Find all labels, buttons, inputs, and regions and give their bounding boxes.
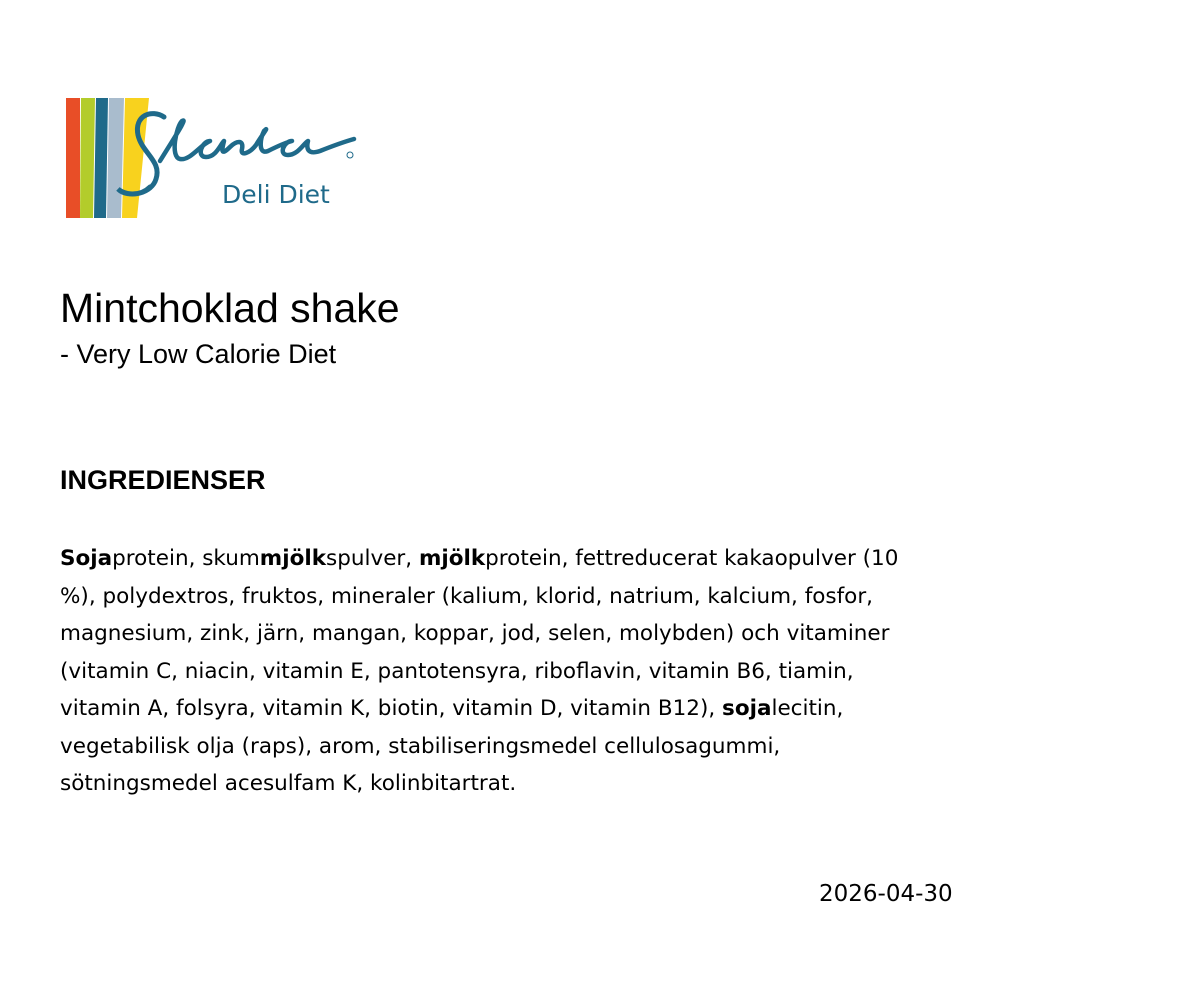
ingredient-fragment: lecitin, (771, 696, 844, 721)
ingredient-fragment: protein, fettreducerat kakaopulver (10 (485, 546, 899, 571)
ingredients-text (60, 540, 1040, 803)
ingredients-line-7: sötningsmedel acesulfam K, kolinbitartrat. (60, 771, 517, 796)
allergen-mjolk: mjölk (418, 546, 486, 571)
logo-stripe-grey (107, 98, 124, 218)
ingredients-line-6: vegetabilisk olja (raps), arom, stabiliseringsmedel cellulosagummi, (60, 733, 781, 759)
ingredient-fragment: protein, skum (112, 546, 260, 571)
ingredients-line-5 (60, 690, 1040, 728)
product-title: Mintchoklad shake (60, 285, 400, 331)
ingredient-fragment: spulver, (326, 546, 419, 571)
allergen-mjolk: mjölk (259, 546, 327, 571)
ingredients-heading: INGREDIENSER (60, 465, 266, 495)
logo-stripe-green (80, 98, 95, 218)
logo-script-lanka (160, 120, 354, 161)
product-subtitle: - Very Low Calorie Diet (60, 339, 337, 369)
ingredients-line-1 (60, 540, 1040, 578)
logo-stripe-teal (94, 98, 108, 218)
ingredients-line-3: magnesium, zink, järn, mangan, koppar, jod, selen, molybden) och vitaminer (60, 621, 890, 646)
logo-stripe-orange (66, 98, 80, 218)
registered-mark-icon (347, 152, 353, 158)
ingredient-fragment: vitamin A, folsyra, vitamin K, biotin, vitamin D, vitamin B12), (60, 696, 723, 721)
allergen-soja: soja (722, 696, 772, 721)
ingredients-line-4: (vitamin C, niacin, vitamin E, pantotensyra, riboflavin, vitamin B6, tiamin, (60, 658, 854, 684)
slanka-logo (64, 95, 364, 221)
ingredients-line-2: %), polydextros, fruktos, mineraler (kalium, klorid, natrium, kalcium, fosfor, (60, 583, 874, 609)
slanka-logo-graphic (64, 95, 364, 221)
document-date: 2026-04-30 (819, 881, 953, 907)
logo-tagline: Deli Diet (222, 180, 330, 209)
allergen-soja: Soja (60, 546, 113, 571)
